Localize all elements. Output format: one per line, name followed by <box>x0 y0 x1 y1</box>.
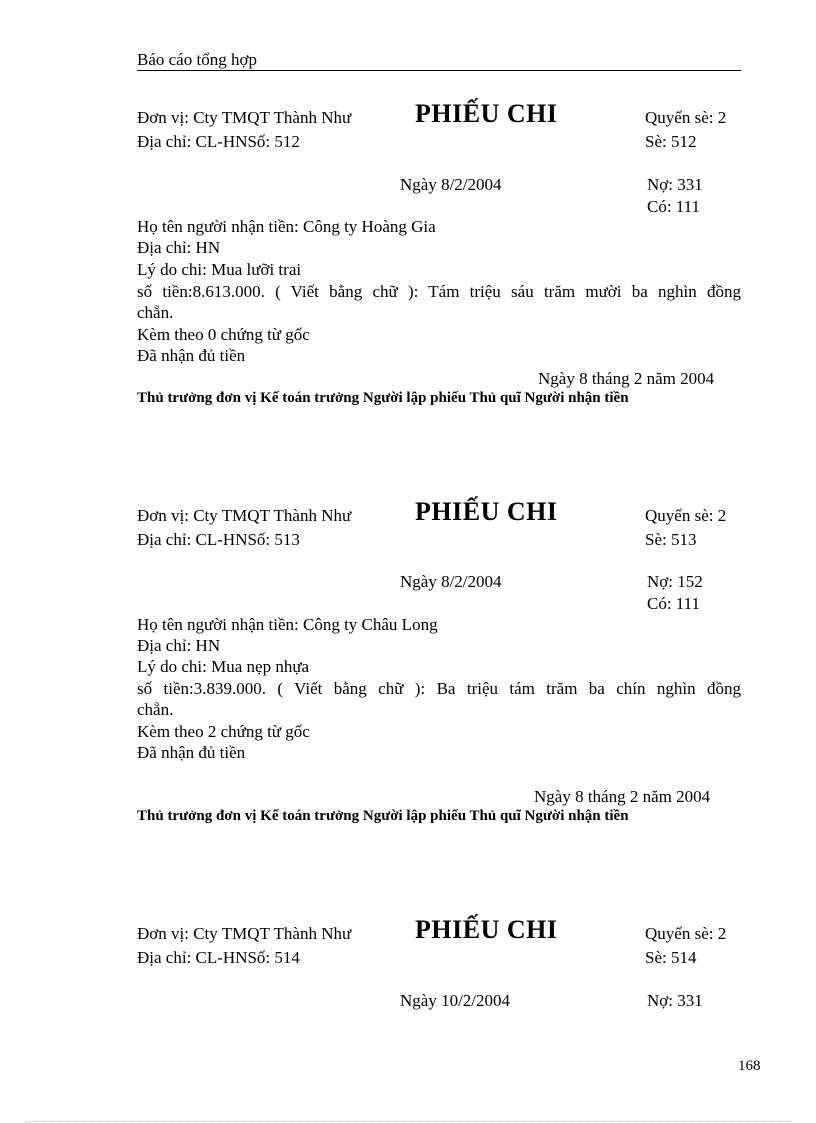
bottom-dotted-divider <box>25 1121 791 1122</box>
signing-date: Ngày 8 tháng 2 năm 2004 <box>538 369 715 388</box>
page-header-title: Báo cáo tổng hợp <box>137 50 257 69</box>
voucher-title: PHIẾU CHI <box>415 99 558 128</box>
signing-date: Ngày 8 tháng 2 năm 2004 <box>534 787 711 806</box>
credit-account: Có: 111 <box>647 197 701 216</box>
amount-line-cont: chẵn. <box>137 303 174 322</box>
voucher-number: Sè: 513 <box>645 530 697 549</box>
voucher-date: Ngày 8/2/2004 <box>400 175 502 194</box>
unit-label: Đơn vị: Cty TMQT Thành Như <box>137 924 352 943</box>
voucher-title: PHIẾU CHI <box>415 915 558 944</box>
debit-account: Nợ: 331 <box>647 991 703 1010</box>
voucher-number: Sè: 512 <box>645 132 697 151</box>
debit-account: Nợ: 152 <box>647 572 703 591</box>
voucher-date: Ngày 8/2/2004 <box>400 572 502 591</box>
payment-reason: Lý do chi: Mua lưỡi trai <box>137 260 302 279</box>
received-note: Đã nhận đủ tiền <box>137 346 246 365</box>
debit-account: Nợ: 331 <box>647 175 703 194</box>
unit-label: Đơn vị: Cty TMQT Thành Như <box>137 506 352 525</box>
page-number: 168 <box>738 1058 761 1074</box>
voucher-date: Ngày 10/2/2004 <box>400 991 511 1010</box>
amount-line-cont: chẵn. <box>137 700 174 719</box>
address-number: Địa chỉ: CL-HNSố: 514 <box>137 948 300 967</box>
attachments: Kèm theo 0 chứng từ gốc <box>137 325 310 344</box>
attachments: Kèm theo 2 chứng từ gốc <box>137 722 310 741</box>
signature-roles: Thủ trưởng đơn vị Kế toán trưởng Người lập phiếu Thủ quĩ Người nhận tiền <box>137 808 629 824</box>
book-number: Quyển sè: 2 <box>645 924 727 943</box>
header-divider <box>137 70 741 71</box>
address-number: Địa chỉ: CL-HNSố: 513 <box>137 530 300 549</box>
signature-roles: Thủ trưởng đơn vị Kế toán trưởng Người lập phiếu Thủ quĩ Người nhận tiền <box>137 390 629 406</box>
recipient-name: Họ tên người nhận tiền: Công ty Hoàng Gia <box>137 217 436 236</box>
voucher-number: Sè: 514 <box>645 948 697 967</box>
voucher-title: PHIẾU CHI <box>415 497 558 526</box>
credit-account: Có: 111 <box>647 594 701 613</box>
recipient-address: Địa chỉ: HN <box>137 636 221 655</box>
book-number: Quyển sè: 2 <box>645 108 727 127</box>
amount-line: số tiền:3.839.000. ( Viết bằng chữ ): Ba triệu tám trăm ba chín nghìn đồng <box>137 679 741 698</box>
received-note: Đã nhận đủ tiền <box>137 743 246 762</box>
recipient-name: Họ tên người nhận tiền: Công ty Châu Long <box>137 615 438 634</box>
unit-label: Đơn vị: Cty TMQT Thành Như <box>137 108 352 127</box>
payment-reason: Lý do chi: Mua nẹp nhựa <box>137 657 310 676</box>
amount-line: số tiền:8.613.000. ( Viết bằng chữ ): Tám triệu sáu trăm mười ba nghìn đồng <box>137 282 741 301</box>
recipient-address: Địa chỉ: HN <box>137 238 221 257</box>
book-number: Quyển sè: 2 <box>645 506 727 525</box>
address-number: Địa chỉ: CL-HNSố: 512 <box>137 132 300 151</box>
